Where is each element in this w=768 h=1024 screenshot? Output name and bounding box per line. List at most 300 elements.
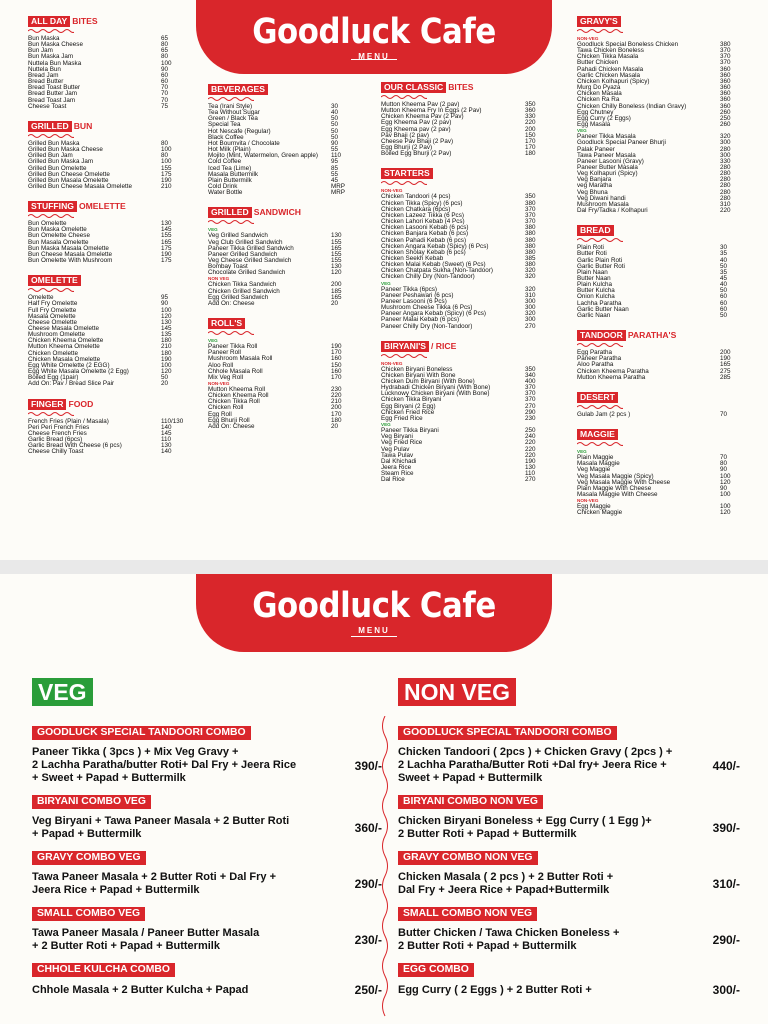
item-name: Chicken Tandoori (4 pcs) (381, 193, 451, 201)
item-price: 140 (161, 423, 172, 431)
section-title: GRAVY'S (580, 16, 618, 26)
menu-item (577, 208, 742, 214)
item-price: 200 (525, 125, 536, 133)
item-name: Cheese Chilly Toast (28, 448, 84, 456)
item-name: Butter Roti (577, 250, 607, 258)
item-price: 220 (525, 439, 536, 447)
item-name: Bun Maska Jam (28, 53, 74, 61)
squiggle-decoration (28, 213, 74, 218)
item-price: 70 (161, 84, 169, 92)
item-name: Bread Jam (28, 71, 59, 79)
item-name: Add On: Pav / Bread Slice Pair (28, 380, 115, 388)
combo-description: Veg Biryani + Tawa Paneer Masala + 2 Butter Roti + Papad + Buttermilk (32, 815, 290, 840)
item-price: 380 (525, 242, 536, 250)
item-price: 165 (161, 238, 172, 246)
menu-section (577, 330, 742, 381)
item-price: 100 (161, 146, 172, 154)
combo-item (32, 847, 382, 903)
item-price: 200 (331, 281, 342, 289)
combo-item (32, 959, 382, 1003)
item-price: 85 (331, 164, 339, 172)
item-name: Egg Curry (2 Eggs) (577, 114, 631, 122)
item-name: Veg Fried Rice (381, 439, 423, 447)
item-price: 50 (720, 287, 728, 295)
item-price: 90 (161, 65, 169, 73)
item-price: 165 (720, 361, 731, 369)
item-price: 360 (720, 77, 731, 85)
menu-item (577, 313, 742, 319)
item-name: Chicken Biryani Boneless (381, 365, 453, 373)
item-price: 320 (525, 273, 536, 281)
item-price: 175 (161, 257, 172, 265)
nonveg-sublabel: NON-VEG (381, 188, 403, 194)
item-price: 250 (525, 427, 536, 435)
item-price: 60 (161, 71, 169, 79)
item-name: Egg Chutney (577, 108, 614, 116)
squiggle-decoration (28, 411, 74, 416)
item-name: Egg Grilled Sandwich (208, 293, 269, 301)
item-name: Dal Rice (381, 476, 405, 484)
item-price: 370 (525, 384, 536, 392)
item-name: Paneer Tikka Grilled Sandwich (208, 244, 294, 252)
item-name: Chicken Ra Ra (577, 96, 620, 104)
item-name: Veg Banjara (577, 176, 612, 184)
menu-item (28, 104, 183, 110)
item-name: Bread Butter (28, 78, 64, 86)
menu-column-2 (208, 84, 353, 441)
item-price: 90 (161, 300, 169, 308)
combo-price: 390/- (354, 758, 382, 773)
item-name: Pahadi Chicken Masala (577, 65, 644, 73)
item-price: 45 (331, 176, 339, 184)
item-name: Bun Maska Omelette (28, 226, 87, 234)
item-name: Masala Maggie With Cheese (577, 490, 658, 498)
combo-title: GOODLUCK SPECIAL TANDOORI COMBO (398, 726, 617, 740)
item-name: Cheese French Fries (28, 429, 87, 437)
item-name: French Fries (Plain / Masala) (28, 417, 109, 425)
item-price: 45 (720, 275, 728, 282)
item-price: 380 (525, 248, 536, 256)
item-price: 55 (331, 146, 339, 154)
item-price: 300 (720, 151, 731, 159)
veg-combo-list (32, 722, 382, 1003)
item-name: Half Fry Omelette (28, 300, 78, 308)
item-price: 90 (720, 466, 728, 474)
item-name: Grilled Bun Maska Cheese (28, 146, 103, 154)
menu-section (208, 207, 353, 307)
combo-description: Chicken Biryani Boneless + Egg Curry ( 1 Egg )+ 2 Butter Roti + Papad + Buttermilk (398, 815, 652, 840)
section-header (28, 201, 126, 212)
item-price: 400 (525, 378, 536, 385)
item-price: 190 (331, 343, 342, 351)
menu-item (28, 258, 183, 264)
item-name: Egg Biryani (2 Egg) (381, 402, 436, 410)
header-banner (196, 0, 552, 74)
item-price: 380 (525, 261, 536, 269)
section-title: GRILLED (28, 121, 72, 132)
item-name: Mix Veg Roll (208, 373, 243, 381)
combo-price: 290/- (712, 933, 740, 947)
item-price: 120 (720, 478, 731, 486)
item-price: 80 (161, 41, 169, 49)
item-price: 170 (525, 144, 536, 152)
item-price: 50 (331, 133, 339, 141)
item-price: 100 (720, 503, 731, 511)
item-price: 370 (525, 218, 536, 226)
item-name: Lucknowy Chicken Biryani (With Bone) (381, 390, 490, 398)
item-name: Veg Club Grilled Sandwich (208, 238, 283, 246)
section-title: ROLL'S (211, 318, 243, 329)
item-price: 175 (161, 170, 172, 178)
item-price: 380 (525, 199, 536, 207)
item-price: 360 (720, 65, 731, 73)
item-price: 130 (161, 318, 172, 326)
item-name: Chicken Kolhapuri (Spicy) (577, 77, 650, 85)
combo-price: 310/- (712, 877, 740, 891)
item-price: 300 (525, 316, 536, 324)
combo-title: SMALL COMBO NON VEG (398, 907, 537, 921)
item-price: 145 (161, 429, 172, 437)
item-price: 170 (331, 410, 342, 418)
menu-item (208, 190, 353, 196)
item-name: Paneer Tikka (6pcs) (381, 285, 437, 293)
item-price: 220 (720, 207, 731, 215)
item-price: 250 (720, 114, 731, 122)
item-price: 165 (331, 244, 342, 252)
section-title: OMELETTE (31, 275, 78, 286)
item-name: Veg Grilled Sandwich (208, 232, 268, 240)
item-price: 320 (525, 310, 536, 318)
item-price: 185 (331, 287, 342, 295)
item-name: Chicken Kheema Paratha (577, 367, 649, 375)
item-price: 80 (720, 460, 728, 468)
item-name: Bread Toast Butter (28, 84, 81, 92)
item-price: 110 (161, 436, 172, 444)
item-price: 80 (161, 139, 169, 147)
item-price: 360 (720, 96, 731, 104)
section-header (577, 330, 676, 341)
item-name: Special Tea (208, 121, 241, 129)
squiggle-decoration (577, 342, 623, 347)
item-name: Veg Pulav (381, 445, 410, 453)
item-name: Cold Drink (208, 183, 238, 191)
squiggle-decoration (28, 28, 74, 33)
squiggle-decoration (577, 237, 623, 242)
item-price: 300 (525, 297, 536, 305)
item-price: 290 (525, 408, 536, 416)
item-price: 370 (720, 59, 731, 67)
item-price: 80 (161, 53, 169, 61)
item-price: 310 (720, 200, 731, 208)
menu-section (577, 16, 742, 214)
menu-section (28, 121, 183, 190)
item-price: 190 (720, 355, 731, 363)
combo-body (32, 865, 382, 903)
item-name: Chicken Grilled Sandwich (208, 287, 280, 295)
item-price: 60 (720, 299, 728, 307)
nonveg-sublabel: NON VEG (208, 276, 230, 282)
combo-body (32, 977, 382, 1003)
item-price: 145 (161, 325, 172, 332)
item-name: Chicken Omelette (28, 349, 79, 357)
item-name: Add On: Cheese (208, 299, 255, 307)
item-name: Veg Cheese Grilled Sandwich (208, 256, 292, 264)
item-price: 210 (331, 398, 342, 406)
item-price: 40 (331, 109, 339, 117)
combo-description: Chhole Masala + 2 Butter Kulcha + Papad (32, 983, 249, 996)
combo-body (32, 921, 382, 959)
combo-price: 230/- (354, 933, 382, 947)
combo-title: GOODLUCK SPECIAL TANDOORI COMBO (32, 726, 251, 740)
item-price: 360 (720, 102, 731, 110)
item-price: 270 (525, 476, 536, 484)
nonveg-sublabel: NON-VEG (381, 360, 403, 366)
item-price: 210 (161, 182, 172, 190)
squiggle-decoration (208, 219, 254, 224)
item-name: Tawa Chicken Boneless (577, 47, 644, 55)
item-name: Garlic Plain Roti (577, 256, 623, 264)
item-name: Chicken Seekh Kebab (381, 254, 444, 262)
menu-column-4 (577, 16, 742, 527)
item-price: 260 (720, 108, 731, 116)
veg-label: VEG (32, 678, 93, 706)
item-price: 190 (161, 250, 172, 258)
item-price: 155 (331, 250, 342, 258)
menu-item (381, 151, 547, 157)
item-name: Chicken Tikka Biryani (381, 396, 442, 404)
item-name: Omelette (28, 294, 54, 302)
section-title: ALL DAY (28, 16, 70, 27)
item-name: Boiled Egg (1pair) (28, 374, 79, 382)
combo-price: 290/- (354, 877, 382, 891)
item-name: Grilled Bun Maska Jam (28, 158, 94, 166)
item-price: 20 (331, 299, 339, 307)
item-price: 380 (525, 224, 536, 232)
item-name: Chicken Lasooni Kebab (6 pcs) (381, 224, 469, 232)
menu-item (28, 184, 183, 190)
menu-section (28, 399, 183, 456)
item-name: Mushroom Cheese Tikka (6 Pcs) (381, 304, 473, 312)
nonveg-sublabel: NON-VEG (577, 498, 599, 504)
combo-title: EGG COMBO (398, 963, 474, 977)
item-price: 320 (525, 267, 536, 275)
item-name: Veg Bhuna (577, 188, 608, 196)
item-name: Lachha Paratha (577, 299, 622, 307)
item-name: Green / Black Tea (208, 115, 258, 123)
item-price: 155 (331, 238, 342, 246)
section-title: MAGGIE (580, 429, 615, 440)
squiggle-decoration (577, 404, 623, 409)
item-price: 130 (161, 220, 172, 228)
item-name: Paneer Tikka Roll (208, 343, 258, 351)
item-name: Bun Jam (28, 47, 53, 55)
section-header (381, 168, 433, 179)
combo-item (32, 791, 382, 847)
item-name: Chicken Sholay Kebab (6 pcs) (381, 248, 466, 256)
item-price: 340 (525, 371, 536, 379)
section-title-rest: BITES (448, 82, 474, 92)
menu-item (381, 324, 547, 330)
item-name: Chicken Chilly Dry (Non-Tandoor) (381, 273, 475, 281)
section-header (28, 399, 93, 410)
item-name: Peri Peri French Fries (28, 423, 90, 431)
item-name: Garlic Butter Naan (577, 305, 629, 313)
item-price: 120 (331, 269, 342, 277)
section-title-rest: SANDWICH (253, 207, 301, 218)
section-header (28, 16, 98, 27)
item-price: 350 (525, 365, 536, 373)
item-name: Chicken Tikka Roll (208, 398, 260, 406)
item-price: 280 (720, 170, 731, 178)
item-name: Paneer Butter Masala (577, 163, 638, 171)
item-price: 120 (161, 312, 172, 320)
item-name: Egg Kheema pav (2 pav) (381, 125, 451, 133)
item-price: 150 (331, 361, 342, 369)
item-name: Masala Maggie (577, 460, 620, 468)
item-price: 120 (720, 509, 731, 517)
menu-item (577, 510, 742, 516)
item-name: Mutton Kheema Omelette (28, 343, 100, 351)
item-price: 155 (161, 232, 172, 240)
item-name: Paneer Peshawari (6 pcs) (381, 291, 454, 299)
menu-item (28, 381, 183, 387)
item-price: 180 (161, 337, 172, 345)
menu-section (208, 84, 353, 196)
section-header (381, 341, 456, 352)
section-title: FINGER (28, 399, 66, 410)
combo-title: BIRYANI COMBO NON VEG (398, 795, 543, 809)
item-name: Veg Masala Maggie With Cheese (577, 478, 671, 486)
item-name: Bread Butter Jam (28, 90, 77, 98)
item-price: 190 (525, 457, 536, 465)
item-name: Paneer Paratha (577, 355, 622, 363)
item-name: Plain Kulcha (577, 281, 613, 289)
item-name: Tea (Irani Style) (208, 103, 253, 110)
menu-section (381, 341, 547, 484)
item-name: Bun Maska Masala Omelette (28, 244, 109, 252)
item-price: 90 (720, 484, 728, 492)
item-price: 50 (331, 127, 339, 135)
item-price: 100 (161, 158, 172, 166)
section-title: BIRYANI'S (381, 341, 429, 352)
item-price: 230 (331, 386, 342, 393)
item-price: 300 (525, 304, 536, 312)
squiggle-decoration (381, 94, 427, 99)
item-price: 95 (331, 158, 339, 166)
item-name: Plain Buttermilk (208, 176, 252, 184)
section-title: OUR CLASSIC (381, 82, 446, 93)
item-name: Garlic Naan (577, 311, 611, 319)
item-name: Egg White Omelette (2 EGG) (28, 361, 110, 369)
item-price: 370 (525, 211, 536, 219)
item-price: 270 (525, 402, 536, 410)
item-name: Veg Biryani (381, 433, 413, 441)
item-price: 220 (525, 451, 536, 459)
squiggle-decoration (208, 96, 254, 101)
combo-description: Chicken Tandoori ( 2pcs ) + Chicken Gravy ( 2pcs ) + 2 Lachha Paratha/Butter Roti +Dal fry+ Jeera Rice + Sweet + Papad + Buttermilk (398, 746, 673, 784)
item-price: 155 (161, 164, 172, 172)
menu-section (381, 82, 547, 157)
combo-body (398, 865, 740, 903)
item-price: 55 (331, 170, 339, 178)
item-price: 280 (720, 188, 731, 196)
item-price: MRP (331, 183, 345, 191)
item-price: 220 (331, 392, 342, 400)
item-name: Gulab Jam (2 pcs ) (577, 410, 631, 418)
combo-item (398, 722, 740, 791)
item-name: Veg Kolhapuri (Spicy) (577, 170, 638, 178)
combo-description: Tawa Paneer Masala + 2 Butter Roti + Dal Fry + Jeera Rice + Papad + Buttermilk (32, 871, 277, 896)
item-name: Paneer Chilly Dry (Non-Tandoor) (381, 322, 473, 330)
item-name: Bun Cheese Masala Omelette (28, 250, 113, 258)
item-price: 320 (720, 133, 731, 141)
item-price: 180 (331, 416, 342, 424)
combo-item (398, 903, 740, 959)
item-price: 40 (720, 281, 728, 289)
item-price: 370 (525, 205, 536, 213)
item-price: 70 (161, 96, 169, 104)
item-name: Bun Maska Cheese (28, 41, 83, 49)
item-name: Paneer Angara Kebab (Spicy) (6 Pcs) (381, 310, 487, 318)
combo-item (398, 959, 740, 1003)
item-price: 75 (161, 102, 169, 110)
section-header (577, 429, 618, 440)
item-price: 65 (161, 35, 169, 42)
item-name: Dal Fry/Tadka / Kolhapuri (577, 207, 648, 215)
item-name: Grilled Bun Omelette (28, 164, 87, 172)
combo-title: CHHOLE KULCHA COMBO (32, 963, 175, 977)
item-name: Paneer Grilled Sandwich (208, 250, 278, 258)
item-name: Egg Bhurji (2 Pav) (381, 144, 433, 152)
item-price: 270 (525, 322, 536, 330)
item-name: Bun Omelette (28, 220, 67, 228)
item-name: Grilled Bun Maska (28, 139, 80, 147)
item-price: 330 (525, 113, 536, 121)
item-price: 210 (161, 343, 172, 351)
item-price: 130 (161, 442, 172, 450)
item-price: 370 (525, 390, 536, 398)
item-name: Murg Do Pyaza (577, 84, 621, 92)
item-price: 380 (525, 236, 536, 244)
squiggle-decoration (28, 287, 74, 292)
item-name: Grilled Bun Cheese Masala Omelette (28, 182, 132, 190)
squiggle-decoration (577, 28, 623, 33)
item-name: Plain Maggie (577, 454, 614, 462)
item-price: 100 (720, 490, 731, 498)
item-name: Chicken Roll (208, 404, 244, 412)
item-name: Egg Fried Rice (381, 414, 423, 422)
item-price: 130 (525, 464, 536, 472)
item-name: Cheese Masala Omelette (28, 325, 100, 332)
item-name: Veg Maggie (577, 466, 611, 474)
combo-description: Butter Chicken / Tawa Chicken Boneless + 2 Butter Roti + Papad + Buttermilk (398, 927, 620, 952)
menu-label: MENU (358, 52, 390, 61)
item-price: 370 (720, 53, 731, 61)
item-price: 275 (720, 367, 731, 375)
item-price: 170 (331, 349, 342, 357)
combo-body (398, 921, 740, 959)
veg-sublabel: VEG (208, 338, 218, 344)
menu-column-1 (28, 16, 183, 467)
item-name: Veg Diwani handi (577, 194, 626, 202)
combo-description: Chicken Masala ( 2 pcs ) + 2 Butter Roti + Dal Fry + Jeera Rice + Papad+Buttermilk (398, 871, 614, 896)
item-price: 200 (720, 349, 731, 357)
item-name: Plain Naan (577, 268, 608, 276)
item-name: Hot Nescafe (Regular) (208, 127, 271, 135)
item-price: 330 (720, 157, 731, 165)
item-price: 240 (525, 433, 536, 441)
item-price: 110 (525, 470, 536, 478)
